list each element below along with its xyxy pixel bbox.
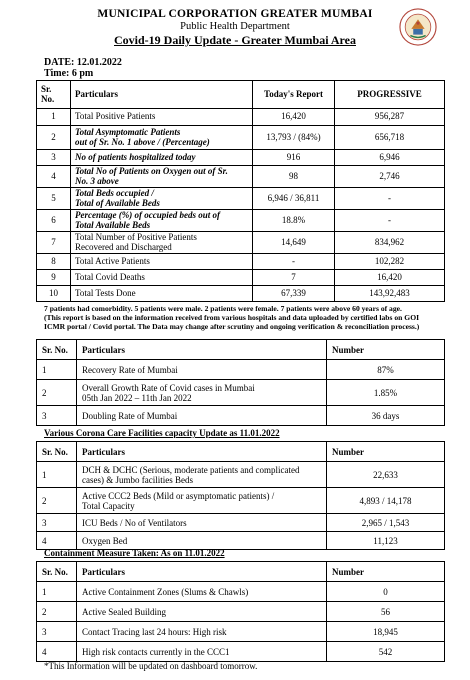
sr-cell: 1 xyxy=(37,462,77,488)
today-cell: 14,649 xyxy=(253,232,335,254)
today-cell: 16,420 xyxy=(253,109,335,126)
table-row xyxy=(37,188,445,210)
containment-table xyxy=(36,561,445,662)
table-row xyxy=(37,286,445,302)
note-block xyxy=(44,304,444,331)
table-header-row xyxy=(37,442,445,462)
report-time: Time: 6 pm xyxy=(44,68,94,79)
progressive-cell: - xyxy=(335,210,445,232)
col-header-number: Number xyxy=(327,562,445,582)
table-row xyxy=(37,582,445,602)
sr-cell: 3 xyxy=(37,150,71,166)
sr-cell: 1 xyxy=(37,582,77,602)
number-cell: 4,893 / 14,178 xyxy=(327,488,445,514)
particulars-cell: ICU Beds / No of Ventilators xyxy=(77,514,327,532)
progressive-cell: 2,746 xyxy=(335,166,445,188)
today-cell: - xyxy=(253,254,335,270)
progressive-cell: 6,946 xyxy=(335,150,445,166)
footer-note: *This Information will be updated on dashboard tomorrow. xyxy=(44,661,258,671)
sr-cell: 6 xyxy=(37,210,71,232)
table-row xyxy=(37,360,445,380)
table-row xyxy=(37,406,445,426)
col-header-sr: Sr. No. xyxy=(37,442,77,462)
sr-cell: 4 xyxy=(37,642,77,662)
report-title: Covid-19 Daily Update - Greater Mumbai Area xyxy=(114,33,356,47)
particulars-cell: Oxygen Bed xyxy=(77,532,327,550)
table-row xyxy=(37,254,445,270)
particulars-cell: High risk contacts currently in the CCC1 xyxy=(77,642,327,662)
rates-table xyxy=(36,339,445,426)
organization-name: MUNICIPAL CORPORATION GREATER MUMBAI xyxy=(97,8,373,20)
department-name: Public Health Department xyxy=(180,21,290,32)
table-header-row xyxy=(37,340,445,360)
sr-cell: 2 xyxy=(37,380,77,406)
col-header-particulars: Particulars xyxy=(71,81,253,109)
progressive-cell: 16,420 xyxy=(335,270,445,286)
note-comorbidity: 7 patients had comorbidity. 5 patients were male. 2 patients were female. 7 patients were above 60 years of age. xyxy=(44,304,402,313)
today-cell: 98 xyxy=(253,166,335,188)
particulars-cell: Total Positive Patients xyxy=(71,109,253,126)
progressive-cell: 656,718 xyxy=(335,126,445,150)
sr-cell: 4 xyxy=(37,532,77,550)
col-header-sr: Sr. No. xyxy=(37,340,77,360)
table-row xyxy=(37,602,445,622)
particulars-cell: Active CCC2 Beds (Mild or asymptomatic patients) / Total Capacity xyxy=(77,488,327,514)
progressive-cell: - xyxy=(335,188,445,210)
sr-cell: 2 xyxy=(37,602,77,622)
number-cell: 2,965 / 1,543 xyxy=(327,514,445,532)
daily-update-table xyxy=(36,80,445,302)
table-row xyxy=(37,126,445,150)
sr-cell: 4 xyxy=(37,166,71,188)
today-cell: 7 xyxy=(253,270,335,286)
col-header-sr: Sr. No. xyxy=(37,562,77,582)
particulars-cell: Total Asymptomatic Patients out of Sr. No. 1 above / (Percentage) xyxy=(71,126,253,150)
facilities-table xyxy=(36,441,445,550)
progressive-cell: 102,282 xyxy=(335,254,445,270)
number-cell: 18,945 xyxy=(327,622,445,642)
sr-cell: 2 xyxy=(37,488,77,514)
facilities-section-title: Various Corona Care Facilities capacity Update as 11.01.2022 xyxy=(44,428,280,438)
today-cell: 67,339 xyxy=(253,286,335,302)
table-header-row xyxy=(37,81,445,109)
sr-cell: 3 xyxy=(37,514,77,532)
sr-cell: 1 xyxy=(37,360,77,380)
mcgm-seal-logo xyxy=(399,8,437,46)
sr-cell: 5 xyxy=(37,188,71,210)
particulars-cell: Active Sealed Building xyxy=(77,602,327,622)
number-cell: 22,633 xyxy=(327,462,445,488)
sr-cell: 8 xyxy=(37,254,71,270)
sr-cell: 2 xyxy=(37,126,71,150)
progressive-cell: 143,92,483 xyxy=(335,286,445,302)
today-cell: 916 xyxy=(253,150,335,166)
table-row xyxy=(37,488,445,514)
sr-cell: 7 xyxy=(37,232,71,254)
number-cell: 36 days xyxy=(327,406,445,426)
table-row xyxy=(37,514,445,532)
table-row xyxy=(37,232,445,254)
note-source-line1: (This report is based on the information received from various hospitals and data uploaded by certified labs on GOI xyxy=(44,313,420,322)
col-header-particulars: Particulars xyxy=(77,340,327,360)
col-header-today: Today's Report xyxy=(253,81,335,109)
particulars-cell: Total Tests Done xyxy=(71,286,253,302)
particulars-cell: Recovery Rate of Mumbai xyxy=(77,360,327,380)
today-cell: 6,946 / 36,811 xyxy=(253,188,335,210)
sr-cell: 9 xyxy=(37,270,71,286)
note-source-line2: ICMR portal / Covid portal. The Data may change after scrutiny and ongoing verification & reconciliation process.) xyxy=(44,322,420,331)
particulars-cell: No of patients hospitalized today xyxy=(71,150,253,166)
sr-cell: 1 xyxy=(37,109,71,126)
col-header-sr: Sr. No. xyxy=(37,81,71,109)
particulars-cell: Total Active Patients xyxy=(71,254,253,270)
particulars-cell: Total Covid Deaths xyxy=(71,270,253,286)
table-row xyxy=(37,380,445,406)
table-row xyxy=(37,150,445,166)
table-row xyxy=(37,462,445,488)
particulars-cell: Total Number of Positive Patients Recovered and Discharged xyxy=(71,232,253,254)
particulars-cell: Active Containment Zones (Slums & Chawls) xyxy=(77,582,327,602)
containment-section-title: Containment Measure Taken: As on 11.01.2022 xyxy=(44,548,225,558)
table-row xyxy=(37,532,445,550)
number-cell: 0 xyxy=(327,582,445,602)
number-cell: 56 xyxy=(327,602,445,622)
table-row xyxy=(37,270,445,286)
sr-cell: 3 xyxy=(37,406,77,426)
report-date: DATE: 12.01.2022 xyxy=(44,57,122,68)
particulars-cell: Overall Growth Rate of Covid cases in Mumbai 05th Jan 2022 – 11th Jan 2022 xyxy=(77,380,327,406)
table-row xyxy=(37,622,445,642)
particulars-cell: DCH & DCHC (Serious, moderate patients and complicated cases) & Jumbo facilities Beds xyxy=(77,462,327,488)
particulars-cell: Percentage (%) of occupied beds out of Total Available Beds xyxy=(71,210,253,232)
particulars-cell: Total No of Patients on Oxygen out of Sr. No. 3 above xyxy=(71,166,253,188)
sr-cell: 10 xyxy=(37,286,71,302)
particulars-cell: Doubling Rate of Mumbai xyxy=(77,406,327,426)
progressive-cell: 956,287 xyxy=(335,109,445,126)
table-row xyxy=(37,109,445,126)
particulars-cell: Total Beds occupied / Total of Available Beds xyxy=(71,188,253,210)
particulars-cell: Contact Tracing last 24 hours: High risk xyxy=(77,622,327,642)
number-cell: 87% xyxy=(327,360,445,380)
col-header-number: Number xyxy=(327,442,445,462)
col-header-particulars: Particulars xyxy=(77,442,327,462)
col-header-progressive: PROGRESSIVE xyxy=(335,81,445,109)
col-header-number: Number xyxy=(327,340,445,360)
number-cell: 1.85% xyxy=(327,380,445,406)
number-cell: 11,123 xyxy=(327,532,445,550)
number-cell: 542 xyxy=(327,642,445,662)
table-header-row xyxy=(37,562,445,582)
sr-cell: 3 xyxy=(37,622,77,642)
table-row xyxy=(37,642,445,662)
col-header-particulars: Particulars xyxy=(77,562,327,582)
table-row xyxy=(37,210,445,232)
table-row xyxy=(37,166,445,188)
progressive-cell: 834,962 xyxy=(335,232,445,254)
today-cell: 18.8% xyxy=(253,210,335,232)
today-cell: 13,793 / (84%) xyxy=(253,126,335,150)
